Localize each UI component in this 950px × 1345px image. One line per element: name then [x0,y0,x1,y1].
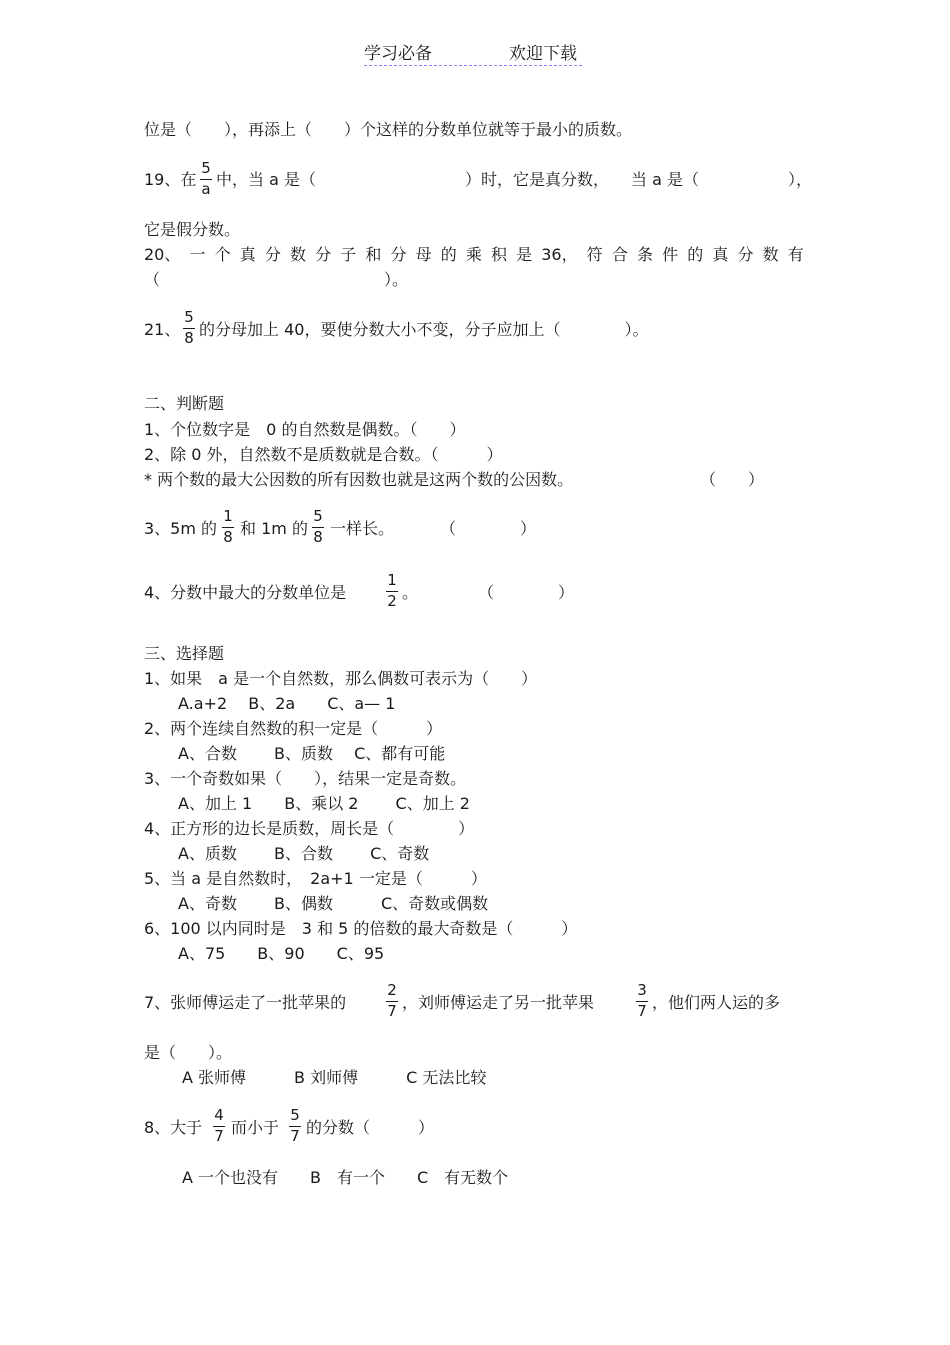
q20-char: 积 [490,245,507,264]
judge-q-star-paren: （ ） [700,470,765,489]
q20-char: 是 [516,245,533,264]
q20-char: 36， [541,245,578,264]
judge-q-star: * 两个数的最大公因数的所有因数也就是这两个数的公因数。 [144,470,574,489]
q19-cont: 它是假分数。 [144,220,241,239]
q20-char: 数 [289,245,306,264]
judge-q3-text-a: 3、5m 的 [144,519,218,538]
choice-q7-text-b: ，刘师傅运走了另一批苹果 [402,993,595,1012]
fraction-numerator: 1 [223,507,233,525]
choice-q7-text-a: 7、张师傅运走了一批苹果的 [144,993,347,1012]
choice-q6: 6、100 以内同时是 3 和 5 的倍数的最大奇数是（ ） [144,919,578,938]
fraction-numerator: 2 [387,981,397,999]
q19-fraction [200,160,212,198]
judge-q4-text-b: 。 [402,583,419,602]
choice-q1-options: A.a+2 B、2a C、a— 1 [178,694,396,713]
judge-q3-fraction-2 [312,508,324,546]
q20-char: 子 [340,245,357,264]
q20-char: 条 [636,245,653,264]
q19-text-b: 中，当 a 是（ [216,170,316,189]
q20-char: 乘 [465,245,482,264]
choice-q8-text-b: 而小于 [231,1118,280,1137]
fraction-numerator: 4 [214,1106,224,1124]
fraction-denominator: 8 [184,329,194,347]
choice-q5: 5、当 a 是自然数时， 2a+1 一定是（ ） [144,869,487,888]
header-left: 学习必备 [364,44,432,64]
q20-char: 真 [712,245,729,264]
choice-q3-options: A、加上 1 B、乘以 2 C、加上 2 [178,794,470,813]
q20-char: 和 [365,245,382,264]
q20-char: 20、 [144,245,181,264]
fraction-denominator: 8 [223,528,233,546]
choice-q6-options: A、75 B、90 C、95 [178,944,385,963]
q20-char: 的 [440,245,457,264]
judge-q2: 2、除 0 外，自然数不是质数就是合数。（ ） [144,445,503,464]
q20-cont: （ ）。 [144,270,409,289]
choice-q1: 1、如果 a 是一个自然数，那么偶数可表示为（ ） [144,669,538,688]
choice-q8-text-a: 8、大于 [144,1118,203,1137]
choice-title: 三、选择题 [144,644,225,663]
q20-char: 符 [586,245,603,264]
fraction-denominator: 7 [637,1002,647,1020]
fraction-numerator: 5 [313,507,323,525]
q20-char: 个 [214,245,231,264]
choice-q8-options: A 一个也没有 B 有一个 C 有无数个 [182,1168,509,1187]
q19-text-e: ）， [788,170,813,189]
q20-char: 的 [687,245,704,264]
fraction-numerator: 1 [387,571,397,589]
judge-q3-fraction-1 [222,508,234,546]
header-divider [364,65,582,66]
choice-q3: 3、一个奇数如果（ ），结果一定是奇数。 [144,769,467,788]
fraction-numerator: 5 [201,159,211,177]
choice-q4: 4、正方形的边长是质数，周长是（ ） [144,819,475,838]
q21-text-b: 的分母加上 40，要使分数大小不变，分子应加上（ ）。 [199,320,649,339]
q19-text-d: 当 a 是（ [631,170,699,189]
judge-q1: 1、个位数字是 0 的自然数是偶数。（ ） [144,420,466,439]
choice-q4-options: A、质数 B、合数 C、奇数 [178,844,430,863]
q20-char: 件 [662,245,679,264]
header-right: 欢迎下载 [509,44,577,64]
fraction-denominator: 7 [387,1002,397,1020]
judge-q4-fraction [386,572,398,610]
fraction-numerator: 5 [184,308,194,326]
question-20 [144,245,804,265]
q19-text-a: 19、在 [144,170,197,189]
q20-char: 母 [415,245,432,264]
judge-q3-text-b: 和 1m 的 [240,519,308,538]
choice-q7-fraction-1 [386,982,398,1020]
q20-char: 一 [189,245,206,264]
choice-q7-cont: 是（ ）。 [144,1043,233,1062]
judge-q3-paren: （ ） [440,519,537,538]
choice-q8-text-c: 的分数（ ） [306,1118,435,1137]
q20-char: 分 [737,245,754,264]
choice-q7-fraction-2 [636,982,648,1020]
q20-char: 合 [611,245,628,264]
q20-char: 分 [315,245,332,264]
fraction-numerator: 5 [290,1106,300,1124]
choice-q8-fraction-2 [289,1107,301,1145]
fraction-denominator: 8 [313,528,323,546]
judge-q4-paren: （ ） [478,583,575,602]
choice-q2: 2、两个连续自然数的积一定是（ ） [144,719,443,738]
q19-text-c: ）时，它是真分数， [465,170,610,189]
fraction-denominator: 7 [290,1127,300,1145]
choice-q2-options: A、合数 B、质数 C、都有可能 [178,744,446,763]
fraction-numerator: 3 [637,981,647,999]
q20-char: 数 [762,245,779,264]
question-18-cont: 位是（ ），再添上（ ）个这样的分数单位就等于最小的质数。 [144,120,633,139]
q21-text-a: 21、 [144,320,181,339]
choice-q5-options: A、奇数 B、偶数 C、奇数或偶数 [178,894,489,913]
judge-title: 二、判断题 [144,394,225,413]
q20-char: 有 [787,245,804,264]
judge-q4-text-a: 4、分数中最大的分数单位是 [144,583,347,602]
q21-fraction [183,309,195,347]
fraction-denominator: 7 [214,1127,224,1145]
choice-q7-options: A 张师傅 B 刘师傅 C 无法比较 [182,1068,487,1087]
q20-char: 分 [390,245,407,264]
choice-q8-fraction-1 [213,1107,225,1145]
fraction-denominator: a [201,180,211,198]
judge-q3-text-c: 一样长。 [330,519,395,538]
fraction-denominator: 2 [387,592,397,610]
choice-q7-text-c: ，他们两人运的多 [652,993,781,1012]
q20-char: 真 [239,245,256,264]
q20-char: 分 [264,245,281,264]
